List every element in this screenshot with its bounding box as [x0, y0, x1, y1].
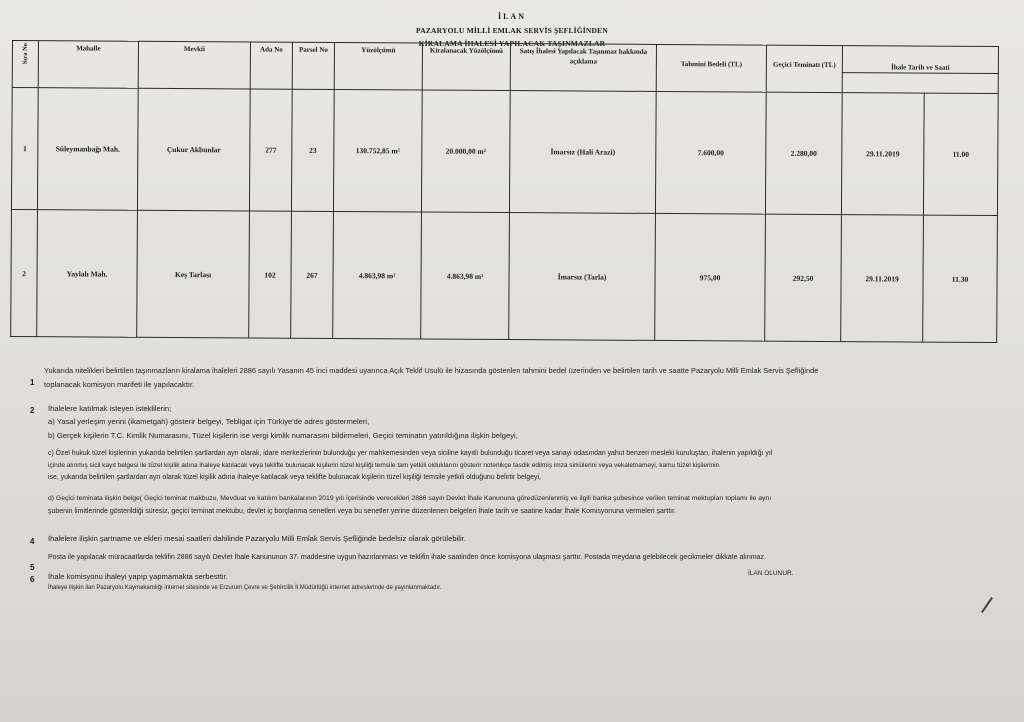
col-header-yuzolcumu: Yüzölçümü [334, 42, 422, 90]
table-row [11, 209, 998, 342]
col-header-parsel: Parsel No [292, 42, 334, 89]
col-header-ihale: İhale Tarih ve Saati [842, 46, 998, 74]
paragraph-2b: b) Gerçek kişilerin T.C. Kimlik Numarasını, Tüzel kişilerin ise vergi kimlik numarasını bildirmeleri, Geçici teminatın yatırıldığına ilişkin belgeyi, [48, 431, 518, 440]
item-number: 4 [30, 537, 35, 546]
col-header-ada: Ada No [250, 42, 292, 89]
cell-saat: 11.30 [923, 215, 998, 342]
paragraph-2-intro: İhalelere katılmak isteyen isteklilerin; [48, 404, 172, 413]
item-number: 5 [30, 563, 35, 572]
paragraph-2c-line-1: c) Özel hukuk tüzel kişilerinin yukarıda belirtilen şartlardan ayrı olarak, idare merkezlerinin bulunduğu yer mahkemesinden veya siciline kayıtlı bulunduğu ticaret veya sanayi odasından yahut benzeri mesleki kuruluştan, ihalenin yapıldığı yıl [48, 450, 773, 457]
closing-statement: İLAN OLUNUR. [748, 570, 794, 577]
table-header-row [12, 41, 998, 74]
paragraph-2a: a) Yasal yerleşim yerini (ikametgah) gösterir belgeyi, Tebligat için Türkiye'de adres göstermeleri, [48, 417, 370, 426]
col-header-mevkii: Mevkii [138, 41, 250, 89]
item-number: 2 [30, 406, 35, 415]
cell-aciklama: İmarsız (Hali Arazi) [509, 91, 656, 214]
col-header-aciklama: Satış İhalesi Yapılacak Taşınmaz hakkında açıklama [510, 44, 656, 92]
cell-aciklama: İmarsız (Tarla) [509, 213, 656, 341]
cell-parsel: 23 [291, 89, 334, 211]
cell-kiralanacak: 20.000,00 m² [421, 90, 510, 213]
cell-tarih: 29.11.2019 [841, 93, 924, 215]
paragraph-2d-line-2: şubenin limitlerinde gösterildiği süresiz, geçici teminat mektubu, devlet iç borçlanma senetleri veya bu senetler yerine düzenlenen belgeleri İhale tarih ve saatine kadar İhale Komisyonuna vermeleri şarttır. [48, 508, 676, 515]
property-table [10, 40, 999, 343]
cell-gecici: 292,50 [765, 214, 842, 341]
cell-mevkii: Çukur Akbunlar [137, 88, 250, 211]
cell-saat: 11.00 [923, 93, 998, 215]
cell-tarih: 29.11.2019 [841, 215, 924, 342]
notice-subject: KİRALAMA İHALESİ YAPILACAK TAŞINMAZLAR [418, 39, 606, 48]
cell-sira: 1 [11, 88, 38, 210]
paragraph-6: İhale komisyonu ihaleyi yapıp yapmamakta serbesttir. [48, 572, 228, 581]
cell-mahalle: Yaylalı Mah. [37, 210, 138, 338]
cell-mevkii: Keş Tarlası [137, 210, 250, 338]
paragraph-4: İhalelere ilişkin şartname ve ekleri mesai saatleri dahilinde Pazaryolu Milli Emlak Servis Şefliğinde bedelsiz olarak görülebilir. [48, 534, 466, 543]
table-row [11, 88, 998, 216]
cell-parsel: 267 [291, 211, 334, 338]
paragraph-2c-line-3: ise, yukarıda belirtilen şartlardan ayrı olarak tüzel kişilik adına ihaleye katılacak veya teklifte bulunacak kişilerin tüzel kişiliği temsile yetkili olduğunu belirtir belgeyi, [48, 474, 541, 481]
cell-tahmini: 7.600,00 [655, 91, 766, 214]
item-number: 6 [30, 575, 35, 584]
paragraph-2d-line-1: d) Geçici teminata ilişkin belge( Geçici teminat makbuzu, Mevduat ve katılım bankalarının 2019 yılı içerisinde verecekleri 2886 sayılı Devlet İhale Kanununa göredüzenlenmiş ve ilgili banka şubesince verilen teminat mektupları toplamı ile aynı [48, 495, 772, 502]
cell-sira: 2 [11, 209, 38, 336]
paragraph-1-line-1: Yukarıda nitelikleri belirtilen taşınmazların kiralama ihaleleri 2886 sayılı Yasanın 45 inci maddesi uyarınca Açık Teklif Usulü ile hizasında gösterilen tahmini bedel üzerinden ve belirtilen tarih ve saatte Pazaryolu Milli Emlak Servis Şefliğinde [44, 366, 819, 375]
item-number: 1 [30, 378, 35, 387]
col-header-gecici: Geçici Teminatı (TL) [766, 45, 842, 92]
cell-ada: 277 [249, 89, 292, 211]
paragraph-2c-line-2: içinde alınmış sicil kayıt belgesi ile tüzel kişilik adına ihaleye katılacak veya teklifte bulunacak kişilerin tüzel kişiliği temsile tam yetkili olduklarını gösterir noterlikçe tasdik edilmiş imza sirkülerini veya vekaletnameyi, kamu tüzel kişilerinin [48, 462, 720, 469]
cell-ada: 102 [249, 211, 292, 338]
col-header-mahalle: Mahalle [38, 41, 138, 89]
paragraph-5: Posta ile yapılacak müracaatlarda teklifin 2886 sayılı Devlet İhale Kanununun 37. maddesine uygun hazırlanması ve teklifin ihale saatinden önce komisyona ulaşması şarttır. Postada meydana gelebilecek gecikmeler dikkate alınmaz. [48, 554, 766, 561]
notice-title: İLAN [497, 12, 526, 21]
cell-gecici: 2.280,00 [765, 92, 842, 214]
col-header-tahmini: Tahmini Bedeli (TL) [656, 44, 766, 92]
cell-yuzolcumu: 4.863,98 m² [333, 211, 422, 339]
notice-issuer: PAZARYOLU MİLLİ EMLAK SERVİS ŞEFLİĞİNDEN [416, 26, 608, 35]
paragraph-1-line-2: toplanacak komisyon marifeti ile yapılacaktır. [44, 380, 195, 389]
pen-mark [981, 597, 993, 613]
col-header-sira: Sıra No [12, 41, 38, 88]
cell-mahalle: Süleymanbağı Mah. [37, 88, 138, 211]
cell-tahmini: 975,00 [655, 213, 766, 341]
col-header-kiralanacak: Kiralanacak Yüzölçümü [422, 43, 510, 91]
cell-yuzolcumu: 130.752,85 m² [333, 89, 422, 212]
cell-kiralanacak: 4.863,98 m² [421, 212, 510, 340]
paragraph-6-note: İhaleye ilişkin ilan Pazaryolu Kaymakamlığı internet sitesinde ve Erzurum Çevre ve Şehircilik İl Müdürlüğü internet adreslerinde de yayınlanmaktadır. [48, 585, 442, 591]
